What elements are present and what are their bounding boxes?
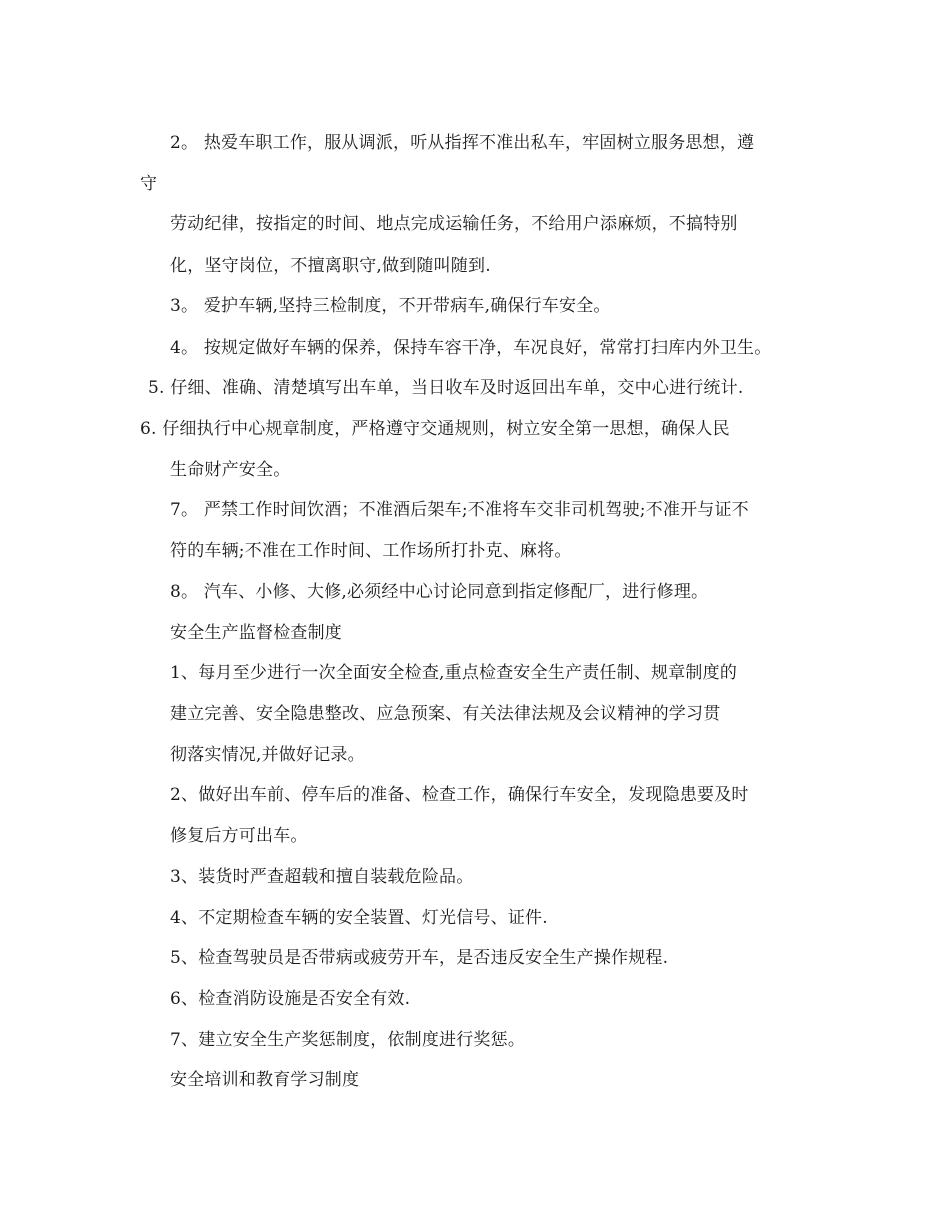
text-line: 守 <box>140 174 158 194</box>
text-line: 修复后方可出车。 <box>170 826 308 846</box>
text-line: 4、不定期检查车辆的安全装置、灯光信号、证件. <box>170 908 548 928</box>
text-line: 彻落实情况,并做好记录。 <box>170 745 365 765</box>
text-line: 3、装货时严查超载和擅自装载危险品。 <box>170 867 474 887</box>
text-line: 5、检查驾驶员是否带病或疲劳开车，是否违反安全生产操作规程. <box>170 948 669 968</box>
text-line: 2、做好出车前、停车后的准备、检查工作，确保行车安全，发现隐患要及时 <box>170 785 749 805</box>
text-line: 7。 严禁工作时间饮酒；不准酒后架车;不准将车交非司机驾驶;不准开与证不 <box>170 500 749 520</box>
section-heading: 安全生产监督检查制度 <box>170 623 342 643</box>
text-line: 5. 仔细、准确、清楚填写出车单，当日收车及时返回出车单，交中心进行统计. <box>148 378 744 398</box>
text-line: 6. 仔细执行中心规章制度，严格遵守交通规则，树立安全第一思想，确保人民 <box>140 419 730 439</box>
text-line: 3。 爱护车辆,坚持三检制度，不开带病车,确保行车安全。 <box>170 296 611 316</box>
text-line: 7、建立安全生产奖惩制度，依制度进行奖惩。 <box>170 1030 526 1050</box>
text-line: 4。 按规定做好车辆的保养，保持车容干净，车况良好，常常打扫库内外卫生。 <box>170 338 772 358</box>
text-line: 1、每月至少进行一次全面安全检查,重点检查安全生产责任制、规章制度的 <box>170 663 738 683</box>
text-line: 8。 汽车、小修、大修,必须经中心讨论同意到指定修配厂，进行修理。 <box>170 582 709 602</box>
text-line: 生命财产安全。 <box>170 460 291 480</box>
text-line: 2。 热爱车职工作，服从调派，听从指挥不准出私车，牢固树立服务思想，遵 <box>170 133 755 153</box>
text-line: 劳动纪律，按指定的时间、地点完成运输任务，不给用户添麻烦，不搞特别 <box>170 214 738 234</box>
text-line: 化，坚守岗位，不擅离职守,做到随叫随到. <box>170 256 491 276</box>
section-heading: 安全培训和教育学习制度 <box>170 1070 360 1090</box>
text-line: 符的车辆;不准在工作时间、工作场所打扑克、麻将。 <box>170 541 572 561</box>
text-line: 建立完善、安全隐患整改、应急预案、有关法律法规及会议精神的学习贯 <box>170 704 721 724</box>
text-line: 6、检查消防设施是否安全有效. <box>170 989 411 1009</box>
